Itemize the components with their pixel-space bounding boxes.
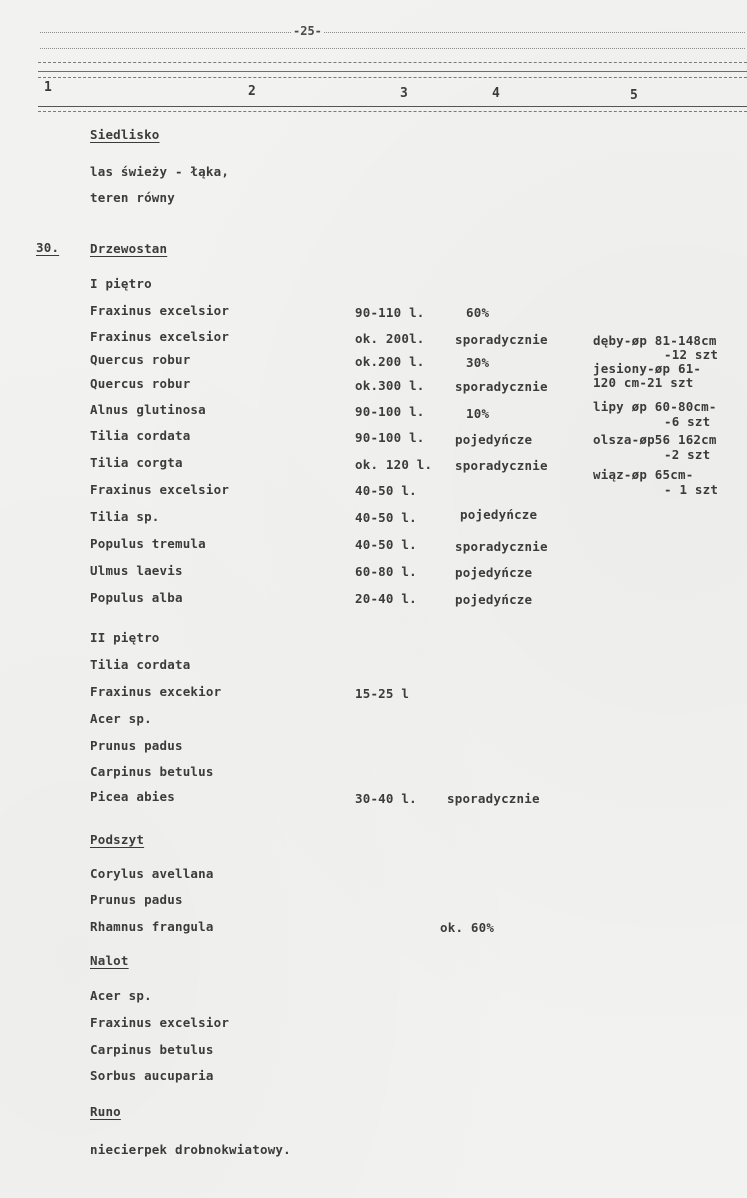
floor2-species: Acer sp. [90, 711, 152, 726]
floor1-note: dęby-øp 81-148cm [593, 333, 717, 348]
floor1-age: 20-40 l. [355, 591, 417, 606]
floor1-share: 60% [466, 305, 490, 320]
floor1-species: Ulmus laevis [90, 563, 183, 578]
floor1-age: 90-110 l. [355, 305, 425, 320]
floor1-species: Quercus robur [90, 376, 191, 391]
floor2-heading: II piętro [90, 630, 160, 645]
floor1-share: pojedyńcze [455, 565, 533, 580]
floor2-species: Carpinus betulus [90, 764, 214, 779]
floor1-species: Fraxinus excelsior [90, 329, 230, 344]
column-number-4: 4 [492, 86, 500, 101]
nalot-item: Fraxinus excelsior [90, 1015, 230, 1030]
column-number-2: 2 [248, 84, 256, 99]
floor1-note: - 1 szt [664, 482, 719, 497]
column-header-rule-2 [38, 111, 747, 112]
floor1-species: Quercus robur [90, 352, 191, 367]
floor1-age: 90-100 l. [355, 430, 425, 445]
floor2-species: Fraxinus excekior [90, 684, 222, 699]
floor1-age: 40-50 l. [355, 537, 417, 552]
nalot-heading: Nalot [90, 953, 129, 968]
floor1-species: Populus tremula [90, 536, 206, 551]
floor2-age: 15-25 l [355, 686, 410, 701]
header-solid-rule [38, 71, 747, 72]
header-dashed-rule-2 [38, 77, 747, 78]
column-number-1: 1 [44, 80, 52, 95]
podszyt-heading: Podszyt [90, 832, 145, 847]
floor1-share: pojedyńcze [455, 432, 533, 447]
floor1-note: -6 szt [664, 414, 711, 429]
floor1-age: 60-80 l. [355, 564, 417, 579]
floor1-species: Alnus glutinosa [90, 402, 206, 417]
entry-number: 30. [36, 240, 60, 255]
nalot-item: Sorbus aucuparia [90, 1068, 214, 1083]
floor2-species: Tilia cordata [90, 657, 191, 672]
floor1-note: olsza-øp56 162cm [593, 432, 717, 447]
page-number: -25- [293, 24, 322, 38]
floor1-species: Populus alba [90, 590, 183, 605]
floor1-share: sporadycznie [455, 379, 548, 394]
floor1-note: wiąz-øp 65cm- [593, 467, 694, 482]
floor1-share: 10% [466, 406, 490, 421]
floor1-species: Fraxinus excelsior [90, 303, 230, 318]
floor1-age: 40-50 l. [355, 510, 417, 525]
floor1-age: ok. 120 l. [355, 457, 433, 472]
podszyt-item: Corylus avellana [90, 866, 214, 881]
floor1-species: Tilia corgta [90, 455, 183, 470]
floor2-age: 30-40 l. [355, 791, 417, 806]
runo-heading: Runo [90, 1104, 121, 1119]
floor1-share: sporadycznie [455, 458, 548, 473]
floor1-share: sporadycznie [455, 332, 548, 347]
floor1-species: Tilia sp. [90, 509, 160, 524]
siedlisko-line-2: teren równy [90, 190, 175, 205]
header-dotted-rule [40, 32, 745, 33]
floor1-note: jesiony-øp 61- [593, 361, 702, 376]
floor1-species: Tilia cordata [90, 428, 191, 443]
floor1-note: 120 cm-21 szt [593, 375, 694, 390]
floor1-share: sporadycznie [455, 539, 548, 554]
siedlisko-line-1: las świeży - łąka, [90, 164, 230, 179]
floor1-age: 40-50 l. [355, 483, 417, 498]
floor1-share: 30% [466, 355, 490, 370]
floor1-age: ok.200 l. [355, 354, 425, 369]
header-dotted-rule-2 [40, 48, 745, 49]
floor1-share: pojedyńcze [460, 507, 538, 522]
runo-text: niecierpek drobnokwiatowy. [90, 1142, 291, 1157]
floor2-species: Prunus padus [90, 738, 183, 753]
column-header-rule [38, 106, 747, 107]
drzewostan-heading: Drzewostan [90, 241, 168, 256]
floor1-share: pojedyńcze [455, 592, 533, 607]
floor1-age: ok.300 l. [355, 378, 425, 393]
header-dashed-rule [38, 62, 747, 63]
floor1-note: -2 szt [664, 447, 711, 462]
column-number-5: 5 [630, 88, 638, 103]
podszyt-item: Rhamnus frangula [90, 919, 214, 934]
podszyt-item: Prunus padus [90, 892, 183, 907]
floor1-heading: I piętro [90, 276, 152, 291]
floor2-species: Picea abies [90, 789, 175, 804]
nalot-item: Acer sp. [90, 988, 152, 1003]
floor1-note: -12 szt [664, 347, 719, 362]
floor1-age: ok. 200l. [355, 331, 425, 346]
floor1-species: Fraxinus excelsior [90, 482, 230, 497]
siedlisko-heading: Siedlisko [90, 127, 160, 142]
column-number-3: 3 [400, 86, 408, 101]
nalot-item: Carpinus betulus [90, 1042, 214, 1057]
floor1-note: lipy øp 60-80cm- [593, 399, 717, 414]
floor2-share: sporadycznie [447, 791, 540, 806]
floor1-age: 90-100 l. [355, 404, 425, 419]
podszyt-share: ok. 60% [440, 920, 495, 935]
